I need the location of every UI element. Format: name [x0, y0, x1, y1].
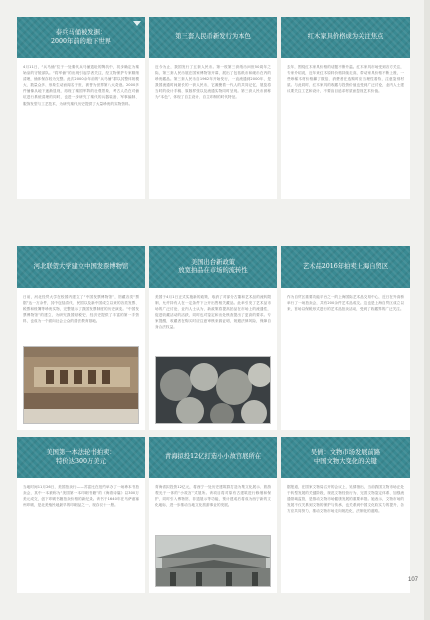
news-card-rmb — [149, 17, 277, 199]
news-card-relics-market — [281, 437, 410, 593]
card-title: 美国第一本法轮书拍卖： 特价达300万美元 — [46, 449, 116, 465]
page-edge — [424, 0, 430, 620]
card-title: 第三套人民币新发行为本色 — [175, 33, 251, 41]
card-header — [17, 246, 145, 288]
card-title: 红木家具价格成为关注焦点 — [307, 33, 384, 41]
card-header — [281, 17, 410, 58]
card-header — [281, 437, 410, 478]
palace-photo — [155, 535, 271, 587]
page-number: 107 — [407, 577, 418, 583]
card-body: 美国于4月1日正式实施新的政策，取消了对部分古董和艺术品的流转限制，允许持有人在一定条件下公开出售相关藏品。此举引发了艺术品市场的广泛讨论，业内人士认为，新政策将提高拍品在市场上的流通性，促进收藏活动的活跃，同时也对鉴定和出处核查提出了更高的要求。专家提醒，收藏者在购买时应注意审核来源证明，规避法律风险，保障自身合法权益。 — [155, 295, 271, 330]
card-header — [17, 437, 145, 478]
news-card-us-policy — [149, 246, 277, 430]
news-card-furniture — [281, 17, 410, 199]
news-card-terracotta — [17, 17, 145, 199]
card-title: 艺术品2016年拍卖上海自贸区 — [302, 262, 389, 270]
palace-image — [156, 536, 271, 587]
card-body: 日前，河北经贸大学在校园内建立了“中国发票博物馆”，馆藏各类“票据”达一万余件，其中包括清代、民国以及新中国成立以来的各类发票、税票和账簿等珍贵实物，完整展示了我国发票制度的历史演变。“中国发票博物馆”的建立，为研究我国财税史、经济史提供了丰富的第一手资料，也成为一个面向社会公众的普法教育基地。 — [23, 295, 139, 324]
card-title: 吴倩：文物市场发展前路 中国文物大变化的关键 — [310, 449, 381, 465]
card-header — [281, 246, 410, 288]
card-title: 美国出台新政策 放宽拍品在市场的流转性 — [178, 258, 248, 274]
museum-image — [24, 347, 139, 424]
card-title: 泰兵马俑被发掘： 2000年前的地下世界 — [50, 29, 112, 45]
card-body: 4月11日，“兵马俑”位于一处秦代兵马俑遗址的陶坑中，初步确定为秦始皇的守陵部队。“将军俑”的出现引起学者关注，经文物保护专家精细清理，俑体保存较为完整。此次2000余年前的“兵马俑”群以其整体规模大、数量众多、形象生动而闻名于世，被誉为世界第八大奇迹。2000多件俑像从地下逐渐显现，再现了秦国军阵的壮观景象，考古人员在对俑坑进行系统清理的同时，也进一步研究了秦代的兵器装备、军事编制、服饰发型与工艺技术，为研究秦代历史提供了大量珍贵的实物资料。 — [23, 65, 139, 106]
coins-image — [156, 357, 271, 424]
card-body: 据报道，在国家文物局召开的会议上，吴倩指出，当前我国文物市场正处于转型发展的关键阶段，规范文物经营行为、完善文物鉴定体系、加强流通领域监管，是推动文物市场健康发展的重要举措。她表示，文物市场的发展不仅关系到文物的保护与传承，也关系到中国文化软实力的提升，各方应共同努力，推动文物市场走向规范化、法制化的道路。 — [287, 485, 404, 514]
news-card-invoice-museum — [17, 246, 145, 430]
museum-photo — [23, 346, 139, 424]
triangle-icon — [133, 21, 141, 26]
coins-photo — [155, 356, 271, 424]
card-body: 青海省拟投资12亿元，将西宁一处历史建筑群打造为集文化展示、旅游观光于一体的“小故宫”式展所。该项目将对原有古建筑进行修缮和保护，同时引入博物馆、非遗展示等功能，预计建成后将成为西宁新的文化地标，进一步推动当地文化旅游事业的发展。 — [155, 485, 271, 508]
news-card-book-auction — [17, 437, 145, 593]
card-header — [149, 17, 277, 58]
card-body: 作为自贸区重要功能平台之一的上海国际艺术品交易中心，近日在外高桥举行了一场拍卖会，共有200余件艺术品成交。这也是上海自贸区成立以来，首场以保税形式进行的艺术品拍卖活动，受到了收藏界的广泛关注。 — [287, 295, 404, 312]
card-title: 青海拟投12亿打造小小故宫展所在 — [164, 453, 262, 461]
card-title: 河北联贺大学建立中国发票博物馆 — [33, 262, 129, 270]
card-header — [149, 246, 277, 288]
card-body: 当地时间11月26日，美国拍卖行——苏富比在纽约举办了一场珍本书拍卖会，其中一本被称为“美国第一本印刷书籍”的《海湾诗篇》以300万美元成交，创下印刷书籍拍卖价格的新纪录。该书于1640年在马萨诸塞州印刷，是北美殖民地最早的印刷品之一，现存仅十一册。 — [23, 485, 139, 508]
card-body: 近今为止，我国发行了五套人民币。第一枚第三套纸币问世50周年之际，第三套人民币展在国家博物馆开幕，展出了包括纸币和硬币在内的珍贵藏品。第三套人民币自1962年开始发行，一直流通到2000年，是我国流通时间最长的一套人民币，它凝聚着一代人的共同记忆，展览将当时的设计手稿、原版样张以及流通实物同时呈现。第三套人民币被称为“本色”，体现了自主设计、自主印制的时代特征。 — [155, 65, 271, 100]
news-card-art-auction — [281, 246, 410, 430]
news-card-qinghai — [149, 437, 277, 593]
card-header — [149, 437, 277, 478]
card-header — [17, 17, 145, 58]
card-body: 去年，围绕红木家具价格的话题不断升温。红木家具市场受到各方关注，专家介绍说，近年来红木原料价格持续走高，带动家具价格不断上涨，一些珍稀木材价格翻了数倍，消费者在选购时应当理性看待，注意鉴别材质。与此同时，红木家具的收藏与投资价值也受到广泛讨论，业内人士建议要关注工艺和设计，不要盲目追求材质而忽视艺术价值。 — [287, 65, 404, 94]
